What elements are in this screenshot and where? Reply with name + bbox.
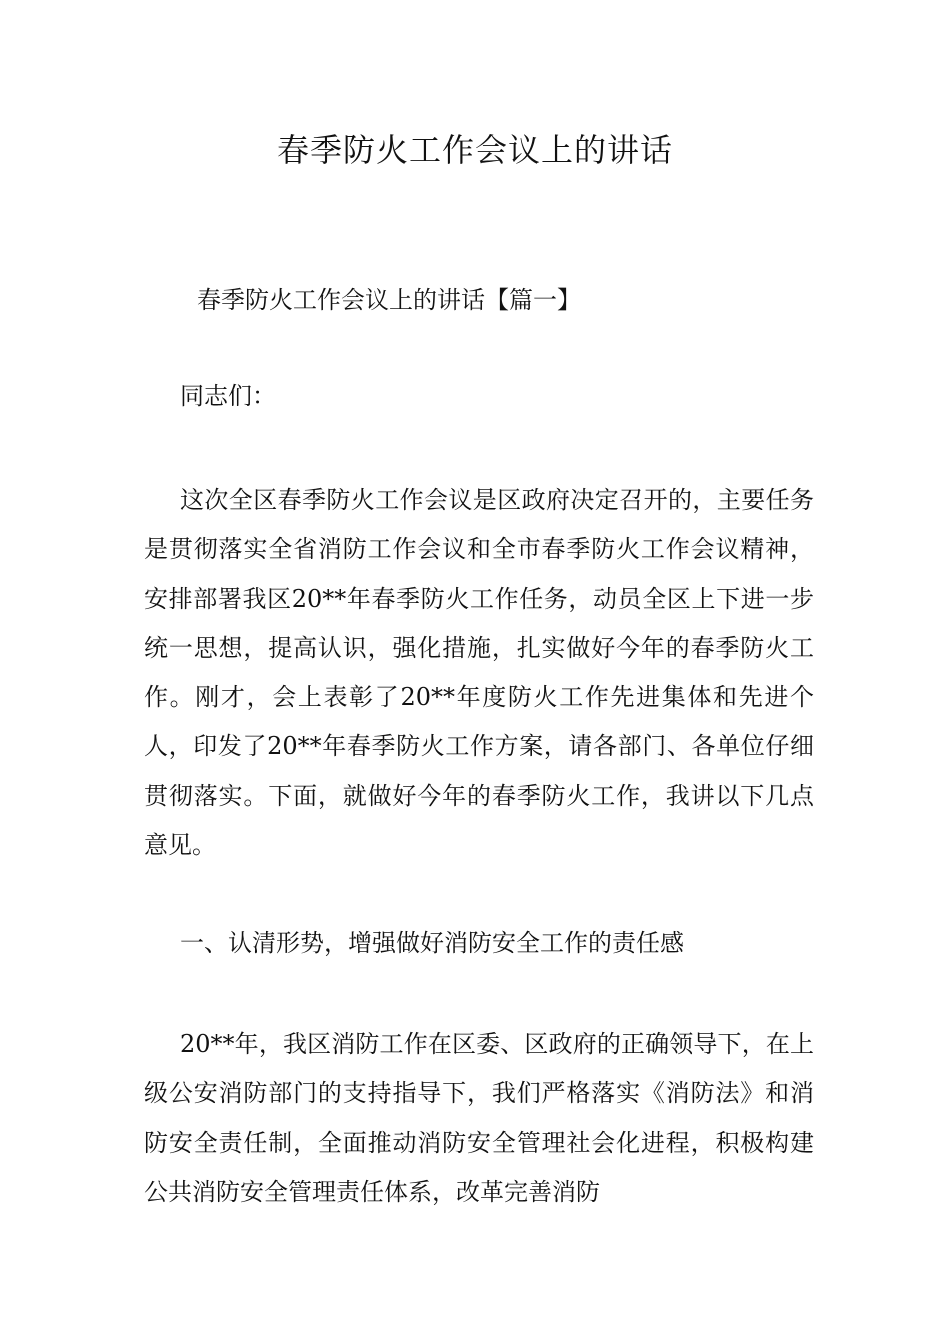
body-paragraph: 这次全区春季防火工作会议是区政府决定召开的，主要任务是贯彻落实全省消防工作会议和全市春季防火工作会议精神，安排部署我区20**年春季防火工作任务，动员全区上下进一步统一思想，提高认识，强化措施，扎实做好今年的春季防火工作。刚才，会上表彰了20**年度防火工作先进集体和先进个人，印发了20**年春季防火工作方案，请各部门、各单位仔细贯彻落实。下面，就做好今年的春季防火工作，我讲以下几点意见。 bbox=[144, 486, 814, 860]
body-paragraph: 20**年，我区消防工作在区委、区政府的正确领导下，在上级公安消防部门的支持指导下，我们严格落实《消防法》和消防安全责任制，全面推动消防安全管理社会化进程，积极构建公共消防安全管理责任体系，改革完善消防 bbox=[144, 1030, 814, 1206]
document-subtitle: 春季防火工作会议上的讲话【篇一】 bbox=[197, 286, 581, 314]
salutation: 同志们： bbox=[180, 382, 276, 410]
document-title: 春季防火工作会议上的讲话 bbox=[276, 131, 673, 169]
section-heading: 一、认清形势，增强做好消防安全工作的责任感 bbox=[180, 929, 684, 957]
